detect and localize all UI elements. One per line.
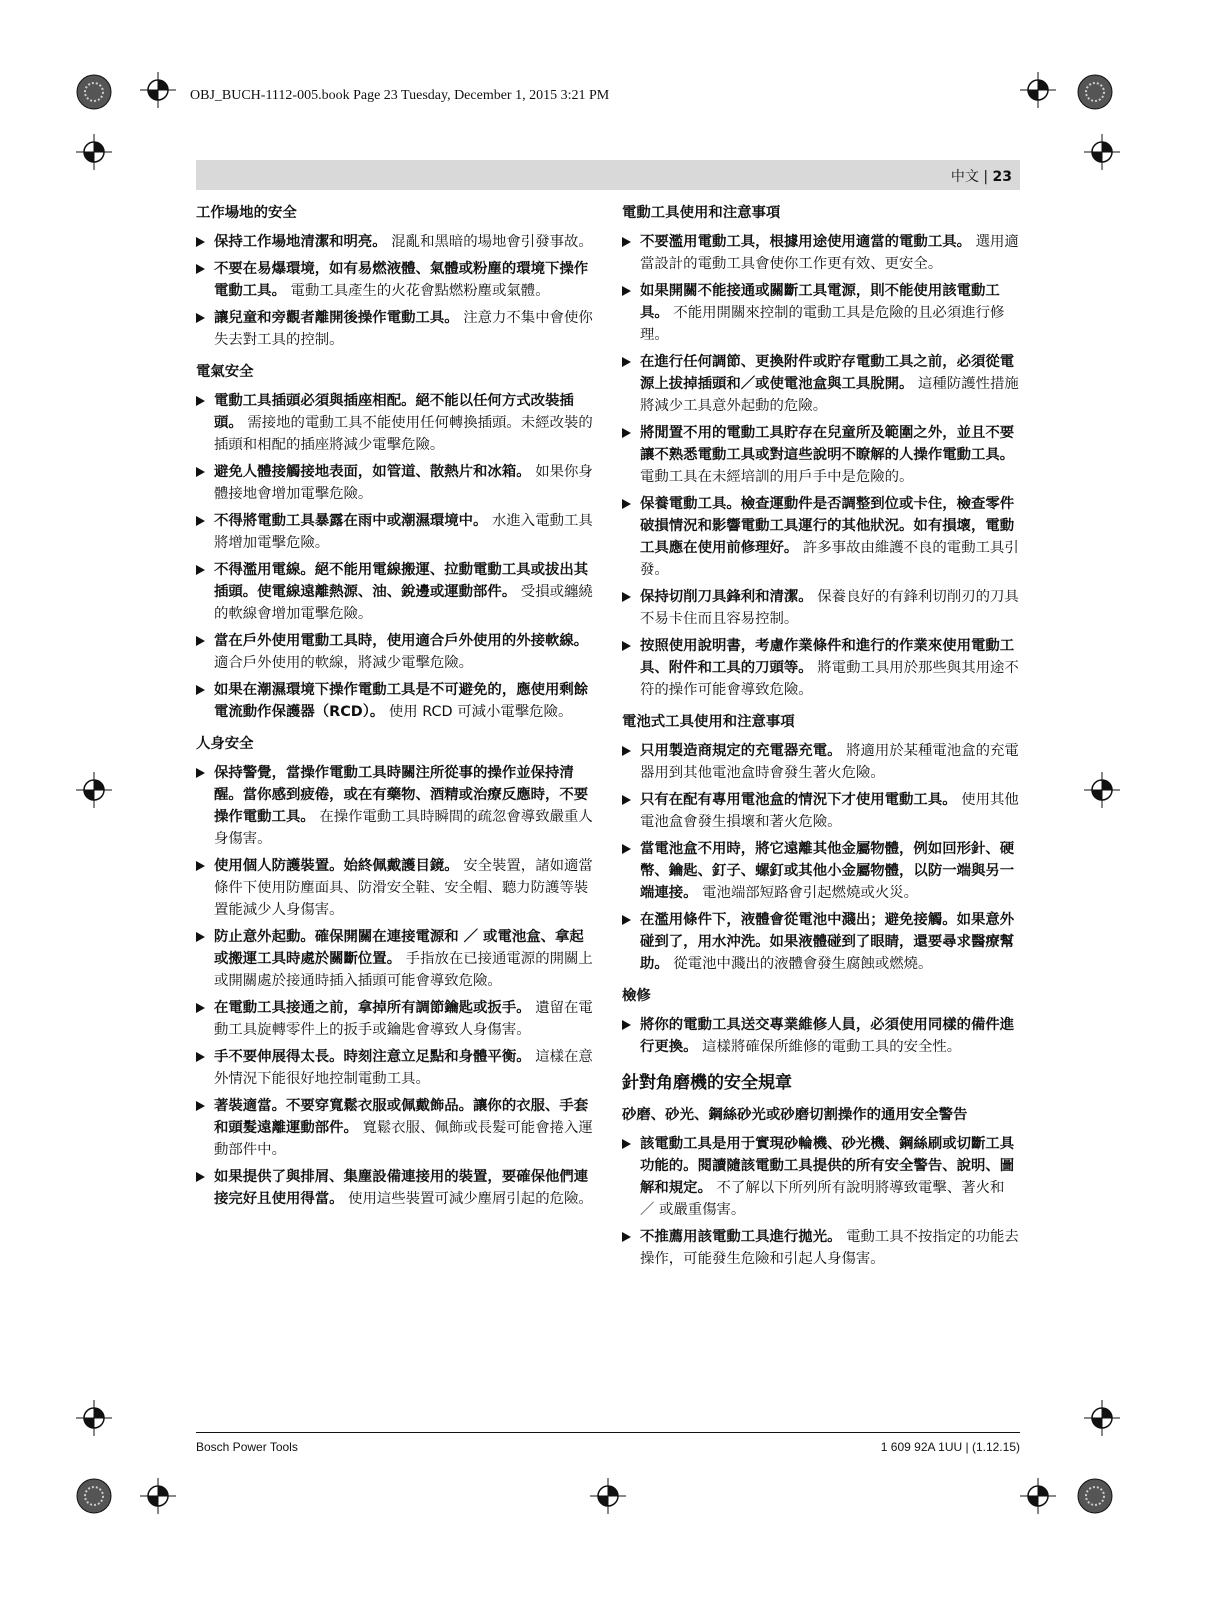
item-bold-text: 不要濫用電動工具，根據用途使用適當的電動工具。 <box>640 234 971 250</box>
section <box>196 733 594 1210</box>
list-item <box>622 909 1020 975</box>
bullet-arrow-icon <box>196 932 205 942</box>
item-text: 如果你身體接地會增加電擊危險。 <box>214 464 593 502</box>
item-text: 不能用開關來控制的電動工具是危險的且必須進行修理。 <box>640 305 1005 343</box>
item-text: 保養良好的有鋒利切削刃的刀具不易卡住而且容易控制。 <box>640 589 1019 627</box>
list-item <box>196 307 594 351</box>
registration-mark-icon <box>1020 72 1056 108</box>
registration-mark-icon <box>1084 772 1120 808</box>
item-text: 寬鬆衣服、佩飾或長髮可能會捲入運動部件中。 <box>214 1120 593 1158</box>
language-label: 中文 <box>950 169 979 185</box>
list-item <box>196 231 594 253</box>
bullet-arrow-icon <box>622 428 631 438</box>
footer-divider <box>196 1432 1020 1433</box>
bullet-arrow-icon <box>196 313 205 323</box>
item-bold-text: 當電池盒不用時，將它遠離其他金屬物體，例如回形針、硬幣、鑰匙、釘子、螺釘或其他小金屬物體，以防一端與另一端連接。 <box>640 841 1015 901</box>
registration-mark-icon <box>1084 1400 1120 1436</box>
item-bold-text: 不推薦用該電動工具進行拋光。 <box>640 1229 842 1245</box>
list-item <box>196 679 594 723</box>
item-bold-text: 不得濫用電線。絕不能用電線搬運、拉動電動工具或拔出其插頭。使電線遠離熱源、油、銳邊或運動部件。 <box>214 562 589 600</box>
list-item <box>622 280 1020 346</box>
list-item <box>622 493 1020 581</box>
footer-doc-id: 1 609 92A 1UU | (1.12.15) <box>880 1440 1020 1454</box>
list-item <box>196 390 594 456</box>
item-bold-text: 防止意外起動。確保開關在連接電源和 ／ 或電池盒、拿起或搬運工具時處於關斷位置。 <box>214 929 584 967</box>
bullet-arrow-icon <box>622 499 631 509</box>
item-text: 適合戶外使用的軟線，將減少電擊危險。 <box>214 655 474 671</box>
item-text: 使用其他電池盒會發生損壞和著火危險。 <box>640 792 1019 830</box>
registration-mark-icon <box>590 1478 626 1514</box>
bullet-arrow-icon <box>622 641 631 651</box>
section-title: 電氣安全 <box>196 364 254 380</box>
item-text: 選用適當設計的電動工具會使你工作更有效、更安全。 <box>640 234 1019 272</box>
list-item <box>196 461 594 505</box>
item-bold-text: 只有在配有專用電池盒的情況下才使用電動工具。 <box>640 792 957 808</box>
bullet-arrow-icon <box>622 357 631 367</box>
bullet-arrow-icon <box>196 1101 205 1111</box>
starburst-mark-icon <box>76 74 112 110</box>
list-item <box>196 762 594 850</box>
item-text: 這樣將確保所維修的電動工具的安全性。 <box>702 1039 962 1055</box>
item-bold-text: 保養電動工具。檢查運動件是否調整到位或卡住，檢查零件破損情況和影響電動工具運行的其他狀況。如有損壞，電動工具應在使用前修理好。 <box>640 496 1015 556</box>
bullet-arrow-icon <box>622 746 631 756</box>
bullet-arrow-icon <box>196 1172 205 1182</box>
item-text: 電動工具不按指定的功能去操作，可能發生危險和引起人身傷害。 <box>640 1229 1019 1267</box>
list-item <box>196 630 594 674</box>
item-text: 將電動工具用於那些與其用途不符的操作可能會導致危險。 <box>640 660 1019 698</box>
list-item <box>196 855 594 921</box>
list-item <box>622 1014 1020 1058</box>
print-slug: OBJ_BUCH-1112-005.book Page 23 Tuesday, December 1, 2015 3:21 PM <box>190 88 610 103</box>
footer-brand: Bosch Power Tools <box>196 1440 298 1454</box>
section-title: 人身安全 <box>196 736 254 752</box>
item-bold-text: 著裝適當。不要穿寬鬆衣服或佩戴飾品。讓你的衣服、手套和頭髮遠離運動部件。 <box>214 1098 589 1136</box>
list-item <box>622 351 1020 417</box>
item-bold-text: 保持警覺，當操作電動工具時關注所從事的操作並保持清醒。當你感到疲倦，或在有藥物、酒精或治療反應時，不要操作電動工具。 <box>214 765 589 825</box>
item-text: 許多事故由維護不良的電動工具引發。 <box>640 540 1019 578</box>
item-bold-text: 手不要伸展得太長。時刻注意立足點和身體平衡。 <box>214 1049 531 1065</box>
list-item <box>196 258 594 302</box>
list-item <box>196 510 594 554</box>
bullet-arrow-icon <box>196 861 205 871</box>
page-header-bar <box>196 160 1020 190</box>
bullet-arrow-icon <box>196 467 205 477</box>
item-bold-text: 不要在易爆環境，如有易燃液體、氣體或粉塵的環境下操作電動工具。 <box>214 261 589 299</box>
bullet-arrow-icon <box>622 915 631 925</box>
list-item <box>622 635 1020 701</box>
bullet-arrow-icon <box>196 1003 205 1013</box>
bullet-arrow-icon <box>622 795 631 805</box>
bullet-arrow-icon <box>196 768 205 778</box>
registration-mark-icon <box>140 72 176 108</box>
registration-mark-icon <box>1020 1478 1056 1514</box>
bullet-arrow-icon <box>622 1020 631 1030</box>
item-text: 遺留在電動工具旋轉零件上的扳手或鑰匙會導致人身傷害。 <box>214 1000 593 1038</box>
page-number: 23 <box>992 169 1012 185</box>
item-bold-text: 保持工作場地清潔和明亮。 <box>214 234 387 250</box>
item-bold-text: 只用製造商規定的充電器充電。 <box>640 743 842 759</box>
registration-mark-icon <box>76 134 112 170</box>
item-text: 電動工具在未經培訓的用戶手中是危險的。 <box>640 469 914 485</box>
item-text: 這樣在意外情況下能很好地控制電動工具。 <box>214 1049 593 1087</box>
item-bold-text: 將你的電動工具送交專業維修人員，必須使用同樣的備件進行更換。 <box>640 1017 1015 1055</box>
section <box>622 985 1020 1058</box>
right-column <box>622 202 1020 1280</box>
item-text: 將適用於某種電池盒的充電器用到其他電池盒時會發生著火危險。 <box>640 743 1019 781</box>
item-text: 在操作電動工具時瞬間的疏忽會導致嚴重人身傷害。 <box>214 809 593 847</box>
item-text: 受損或纏繞的軟線會增加電擊危險。 <box>214 584 593 622</box>
starburst-mark-icon <box>76 1478 112 1514</box>
list-item <box>622 1133 1020 1221</box>
item-bold-text: 在進行任何調節、更換附件或貯存電動工具之前，必須從電源上拔掉插頭和／或使電池盒與工具脫開。 <box>640 354 1015 392</box>
item-bold-text: 讓兒童和旁觀者離開後操作電動工具。 <box>214 310 459 326</box>
bullet-arrow-icon <box>196 396 205 406</box>
registration-mark-icon <box>76 1400 112 1436</box>
registration-mark-icon <box>140 1478 176 1514</box>
list-item <box>622 231 1020 275</box>
bullet-arrow-icon <box>196 237 205 247</box>
section <box>196 361 594 723</box>
item-text: 安全裝置，諸如適當條件下使用防塵面具、防滑安全鞋、安全帽、聽力防護等裝置能減少人身傷害。 <box>214 858 593 918</box>
list-item <box>622 838 1020 904</box>
header-separator: | <box>983 169 989 185</box>
section-title: 電動工具使用和注意事項 <box>622 205 781 221</box>
item-bold-text: 如果開關不能接通或關斷工具電源，則不能使用該電動工具。 <box>640 283 1000 321</box>
item-bold-text: 將閒置不用的電動工具貯存在兒童所及範圍之外，並且不要讓不熟悉電動工具或對這些說明不瞭解的人操作電動工具。 <box>640 425 1015 463</box>
item-text: 水進入電動工具將增加電擊危險。 <box>214 513 593 551</box>
list-item <box>196 1095 594 1161</box>
bullet-arrow-icon <box>622 844 631 854</box>
item-text: 電池端部短路會引起燃燒或火災。 <box>702 885 919 901</box>
item-text: 從電池中濺出的液體會發生腐蝕或燃燒。 <box>673 956 933 972</box>
item-bold-text: 保持切削刀具鋒利和清潔。 <box>640 589 813 605</box>
list-item <box>622 586 1020 630</box>
item-text: 注意力不集中會使你失去對工具的控制。 <box>214 310 593 348</box>
bullet-arrow-icon <box>622 1139 631 1149</box>
starburst-mark-icon <box>1077 74 1113 110</box>
item-text: 混亂和黑暗的場地會引發事故。 <box>391 234 593 250</box>
list-item <box>622 1226 1020 1270</box>
section <box>622 1104 1020 1270</box>
list-item <box>622 789 1020 833</box>
item-text: 不了解以下所列所有說明將導致電擊、著火和 ／ 或嚴重傷害。 <box>640 1180 1005 1218</box>
item-text: 電動工具產生的火花會點燃粉塵或氣體。 <box>290 283 550 299</box>
list-item <box>622 740 1020 784</box>
list-item <box>196 1046 594 1090</box>
section-title: 針對角磨機的安全規章 <box>622 1073 792 1093</box>
bullet-arrow-icon <box>622 1232 631 1242</box>
item-text: 需接地的電動工具不能使用任何轉換插頭。未經改裝的插頭和相配的插座將減少電擊危險。 <box>214 415 593 453</box>
list-item <box>196 997 594 1041</box>
left-column <box>196 202 594 1220</box>
registration-mark-icon <box>76 772 112 808</box>
page-label <box>951 166 1012 186</box>
bullet-arrow-icon <box>622 237 631 247</box>
item-bold-text: 電動工具插頭必須與插座相配。絕不能以任何方式改裝插頭。 <box>214 393 574 431</box>
bullet-arrow-icon <box>196 264 205 274</box>
list-item <box>196 926 594 992</box>
item-bold-text: 不得將電動工具暴露在雨中或潮濕環境中。 <box>214 513 488 529</box>
section <box>622 711 1020 975</box>
section-title: 電池式工具使用和注意事項 <box>622 714 795 730</box>
item-bold-text: 如果在潮濕環境下操作電動工具是不可避免的，應使用剩餘電流動作保護器（RCD）。 <box>214 682 589 720</box>
item-text: 手指放在已接通電源的開關上或開關處於接通時插入插頭可能會導致危險。 <box>214 951 593 989</box>
bullet-arrow-icon <box>622 592 631 602</box>
item-text: 這種防護性措施將減少工具意外起動的危險。 <box>640 376 1019 414</box>
item-bold-text: 按照使用說明書，考慮作業條件和進行的作業來使用電動工具、附件和工具的刀頭等。 <box>640 638 1015 676</box>
item-bold-text: 在濫用條件下，液體會從電池中濺出；避免接觸。如果意外碰到了，用水沖洗。如果液體碰到了眼睛，還要尋求醫療幫助。 <box>640 912 1015 972</box>
item-text: 使用這些裝置可減少塵屑引起的危險。 <box>348 1191 593 1207</box>
section <box>622 1072 1020 1094</box>
item-bold-text: 避免人體接觸接地表面，如管道、散熱片和冰箱。 <box>214 464 531 480</box>
item-bold-text: 當在戶外使用電動工具時，使用適合戶外使用的外接軟線。 <box>214 633 589 649</box>
list-item <box>196 559 594 625</box>
section <box>196 202 594 351</box>
section-title: 砂磨、砂光、鋼絲砂光或砂磨切割操作的通用安全警告 <box>622 1107 968 1123</box>
bullet-arrow-icon <box>196 1052 205 1062</box>
section <box>622 202 1020 701</box>
item-bold-text: 使用個人防護裝置。始終佩戴護目鏡。 <box>214 858 459 874</box>
list-item <box>196 1166 594 1210</box>
list-item <box>622 422 1020 488</box>
section-title: 工作場地的安全 <box>196 205 297 221</box>
bullet-arrow-icon <box>622 286 631 296</box>
bullet-arrow-icon <box>196 565 205 575</box>
starburst-mark-icon <box>1077 1478 1113 1514</box>
bullet-arrow-icon <box>196 685 205 695</box>
item-bold-text: 該電動工具是用于實現砂輪機、砂光機、鋼絲刷或切斷工具功能的。閱讀隨該電動工具提供的所有安全警告、說明、圖解和規定。 <box>640 1136 1015 1196</box>
bullet-arrow-icon <box>196 636 205 646</box>
section-title: 檢修 <box>622 988 651 1004</box>
item-bold-text: 如果提供了與排屑、集塵設備連接用的裝置，要確保他們連接完好且使用得當。 <box>214 1169 589 1207</box>
item-text: 使用 RCD 可減小電擊危險。 <box>388 704 573 720</box>
item-bold-text: 在電動工具接通之前，拿掉所有調節鑰匙或扳手。 <box>214 1000 531 1016</box>
registration-mark-icon <box>1084 134 1120 170</box>
bullet-arrow-icon <box>196 516 205 526</box>
